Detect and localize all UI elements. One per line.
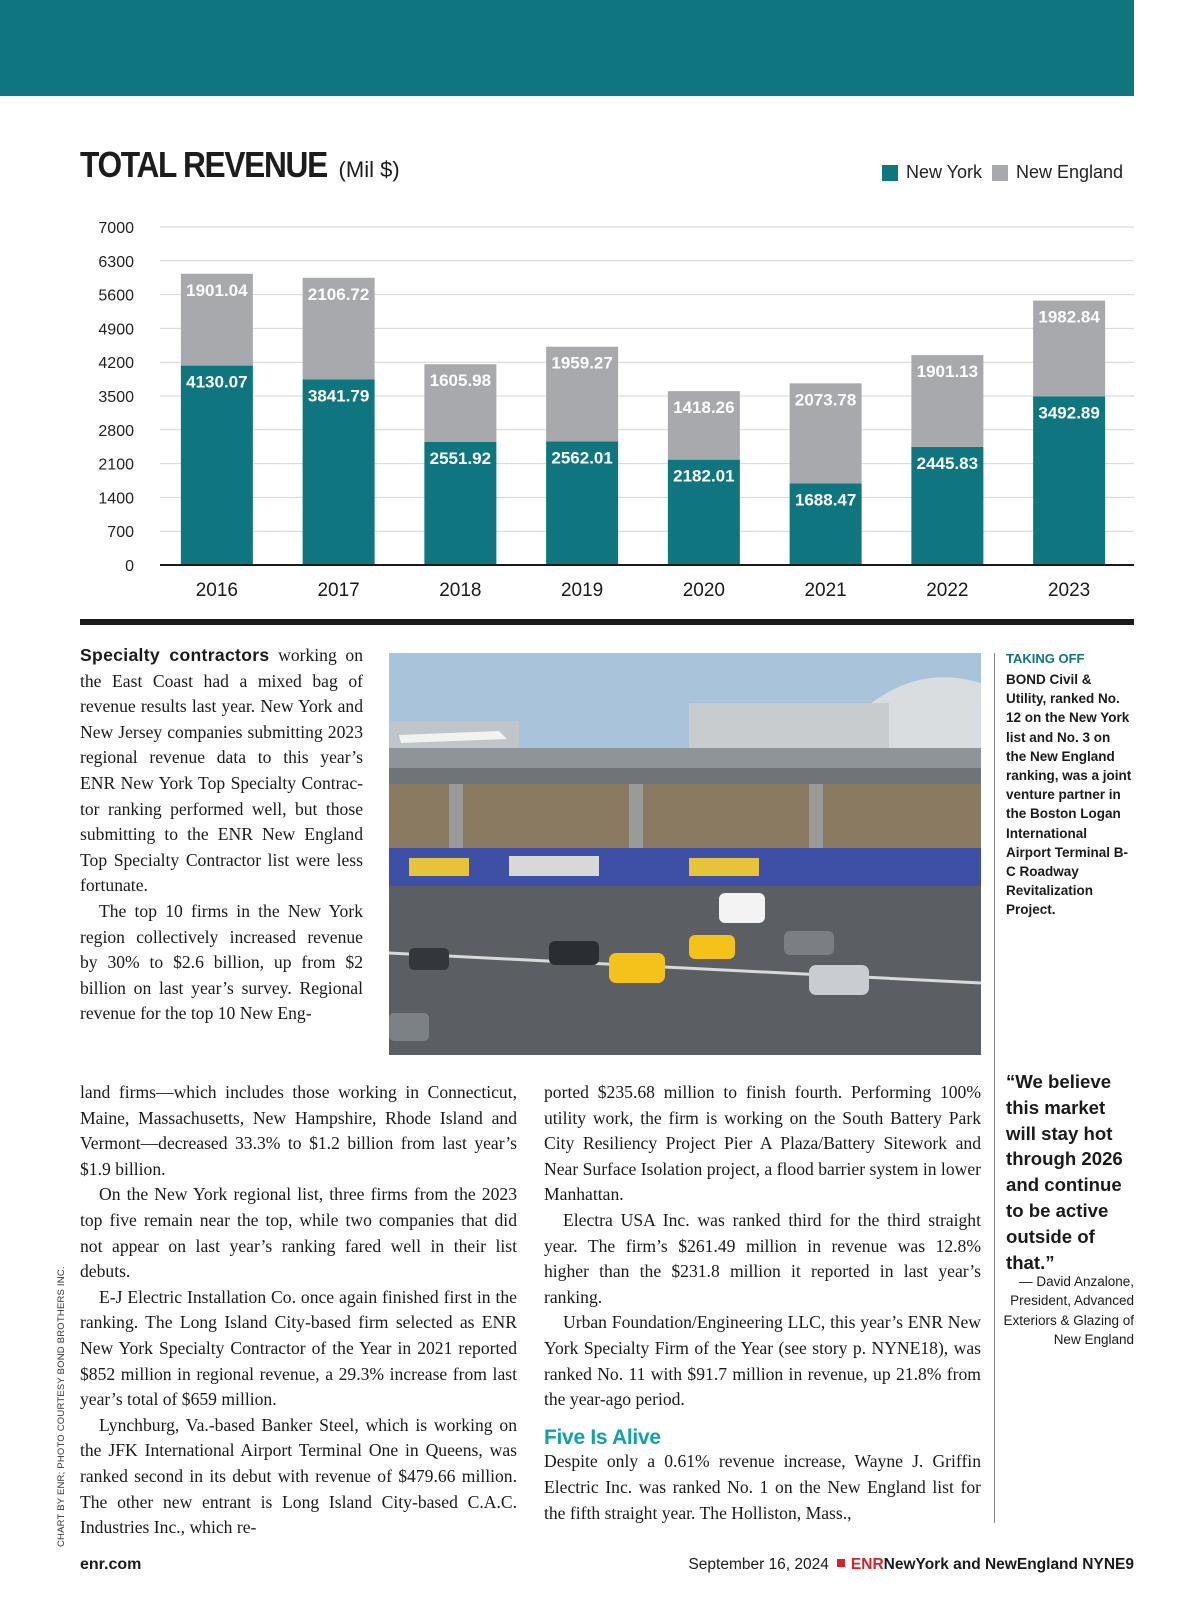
data-label-new-york-2020: 2182.01 xyxy=(673,466,735,486)
y-tick-label: 0 xyxy=(125,558,134,575)
x-tick-label-2021: 2021 xyxy=(804,580,847,601)
top-color-band xyxy=(0,0,1134,96)
article-paragraph: E-J Electric Installation Co. once again finished first in the ranking. The Long Island City-based firm selected as ENR New York Specialty Contractor of the Year in 2021 reported $852 million in regional revenue, a 29.3% increase from last year’s total of $659 million. xyxy=(80,1286,517,1410)
data-label-new-england-2020: 1418.26 xyxy=(673,398,735,418)
footer-site: enr.com xyxy=(80,1556,142,1573)
data-label-new-england-2016: 1901.04 xyxy=(186,280,248,300)
section-divider xyxy=(80,619,1134,625)
footer-publication: NewYork and NewEngland NYNE9 xyxy=(883,1556,1134,1573)
article-paragraph: land firms—which includes those working in Connecticut, Maine, Massachusetts, New Hampshire, Rhode Island and Vermont—decreased 33.3% to $1.2 billion from last year’s $1.9 billion. xyxy=(80,1082,517,1179)
data-label-new-england-2021: 2073.78 xyxy=(794,390,857,410)
subhead: Five Is Alive xyxy=(544,1425,661,1449)
data-label-new-england-2023: 1982.84 xyxy=(1038,307,1100,327)
footer-date: September 16, 2024 xyxy=(688,1556,829,1573)
legend-new-york xyxy=(882,162,982,183)
y-tick-label: 2100 xyxy=(98,456,134,474)
y-tick-label: 6300 xyxy=(98,253,134,271)
y-tick-label: 4900 xyxy=(98,321,134,339)
legend-swatch-new-york xyxy=(882,165,898,181)
sidebar-rule xyxy=(994,653,995,1523)
data-label-new-england-2017: 2106.72 xyxy=(307,284,370,304)
footer-brand: ENR xyxy=(850,1556,884,1573)
bar-new-york-2017 xyxy=(303,379,375,565)
y-tick-label: 2800 xyxy=(98,422,134,440)
legend-label-new-york: New York xyxy=(906,162,983,182)
chart-title-unit: (Mil $) xyxy=(338,157,400,182)
chart-title xyxy=(80,144,400,186)
footer-folio xyxy=(688,1556,1134,1574)
lead-in: Specialty contractors xyxy=(80,645,270,665)
legend-label-new-england: New England xyxy=(1016,162,1124,182)
airport-construction-photo xyxy=(389,653,981,1055)
caption-kicker: TAKING OFF xyxy=(1006,651,1085,666)
data-label-new-york-2017: 3841.79 xyxy=(307,386,370,406)
data-label-new-york-2016: 4130.07 xyxy=(186,372,248,392)
article-column-1-bottom xyxy=(80,1080,517,1541)
chart-title-main: TOTAL REVENUE xyxy=(80,144,327,185)
data-label-new-york-2023: 3492.89 xyxy=(1038,403,1100,423)
revenue-bar-chart xyxy=(80,205,1134,610)
article-paragraph: Specialty contractors working on the East Coast had a mixed bag of revenue results last year. New York and New Jersey companies submitting 2023 regional revenue data to this year’s ENR New York Top Specialty Contractor ranking performed well, but those submitting to the ENR New England Top Specialty Contractor list were less fortunate. xyxy=(80,645,363,896)
x-tick-label-2022: 2022 xyxy=(926,580,969,601)
y-tick-label: 5600 xyxy=(98,287,134,305)
data-label-new-england-2018: 1605.98 xyxy=(429,371,492,391)
photo-credit: CHART BY ENR; PHOTO COURTESY BOND BROTHERS INC. xyxy=(56,1266,67,1547)
x-tick-label-2016: 2016 xyxy=(195,580,239,601)
bar-new-york-2016 xyxy=(181,366,253,565)
article-paragraph: The top 10 firms in the New York region collectively increased revenue by 30% to $2.6 billion, up from $2 billion on last year’s survey. Regional revenue for the top 10 New Eng- xyxy=(80,900,363,1024)
x-tick-label-2017: 2017 xyxy=(317,580,360,601)
data-label-new-york-2021: 1688.47 xyxy=(794,490,857,510)
article-paragraph: Despite only a 0.61% revenue increase, Wayne J. Griffin Electric Inc. was ranked No. 1 on the New England list for the fifth straight year. The Holliston, Mass., xyxy=(544,1451,981,1523)
data-label-new-england-2019: 1959.27 xyxy=(551,353,613,373)
y-tick-label: 700 xyxy=(107,524,134,542)
article-paragraph: On the New York regional list, three firms from the 2023 top five remain near the top, while two companies that did not appear on last year’s ranking fared well in their list debuts. xyxy=(80,1184,517,1282)
legend-swatch-new-england xyxy=(992,165,1008,181)
x-tick-label-2019: 2019 xyxy=(560,580,604,601)
legend-new-england xyxy=(992,162,1123,183)
x-tick-label-2023: 2023 xyxy=(1047,580,1091,601)
red-square-icon xyxy=(837,1559,845,1567)
article-paragraph: ported $235.68 million to finish fourth. Performing 100% utility work, the firm is working on the South Battery Park City Resiliency Project Pier A Plaza/Battery Sitework and Near Surface Isolation project, a flood barrier system in lower Manhattan. xyxy=(544,1082,981,1205)
data-label-new-england-2022: 1901.13 xyxy=(916,362,979,382)
article-paragraph: Electra USA Inc. was ranked third for the third straight year. The firm’s $261.49 million in revenue was 12.8% higher than the $231.8 million it reported in last year’s ranking. xyxy=(544,1209,981,1307)
article-paragraph: Lynchburg, Va.-based Banker Steel, which is working on the JFK International Airport Terminal One in Queens, was ranked second in its debut with revenue of $479.66 million. The other new entrant is Long Island City-based C.A.C. Industries Inc., which re- xyxy=(80,1414,517,1538)
article-paragraph: Urban Foundation/Engineering LLC, this year’s ENR New York Specialty Firm of the Year (see story p. NYNE18), was ranked No. 11 with $91.7 million in revenue, up 21.8% from the year-ago period. xyxy=(544,1312,981,1410)
photo-caption: BOND Civil & Utility, ranked No. 12 on the New York list and No. 3 on the New England ranking, was a joint venture partner in the Boston Logan International Airport Terminal B-C Roadway Revitalization Project. xyxy=(1006,672,1132,918)
x-tick-label-2020: 2020 xyxy=(682,580,726,601)
data-label-new-york-2022: 2445.83 xyxy=(916,453,979,473)
y-tick-label: 1400 xyxy=(98,490,134,508)
data-label-new-york-2019: 2562.01 xyxy=(551,448,613,468)
y-tick-label: 4200 xyxy=(98,355,134,373)
article-column-1-top xyxy=(80,643,363,1027)
data-label-new-york-2018: 2551.92 xyxy=(429,448,492,468)
y-tick-label: 3500 xyxy=(98,389,134,406)
pull-quote-attribution: — David Anzalone, President, Advanced Exteriors & Glazing of New England xyxy=(1003,1274,1134,1347)
y-tick-label: 7000 xyxy=(98,220,134,237)
article-column-2 xyxy=(544,1080,981,1526)
pull-quote: “We believe this market will stay hot through 2026 and continue to be active outside of that.” xyxy=(1006,1071,1123,1273)
x-tick-label-2018: 2018 xyxy=(439,580,482,601)
